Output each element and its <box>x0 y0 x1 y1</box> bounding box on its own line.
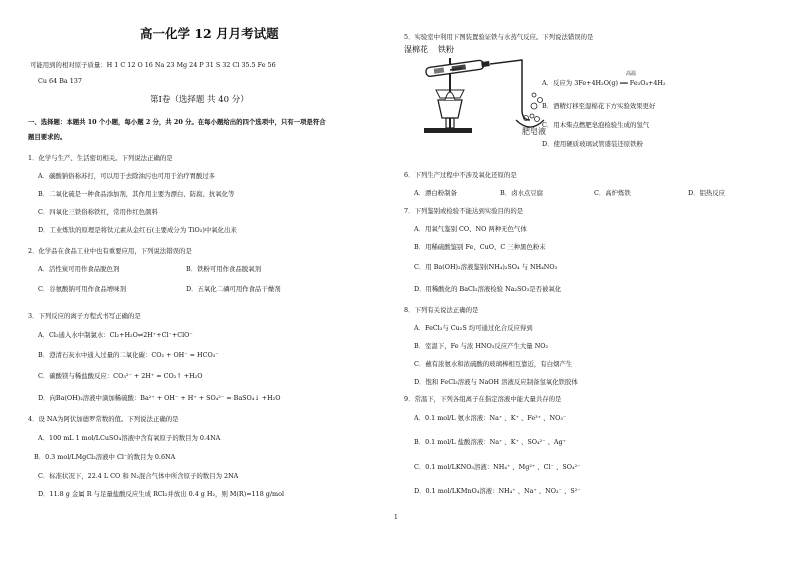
label-soap-solution: 肥皂液 <box>522 127 546 136</box>
q1-option-b: B．二氧化硫是一种食品添加剂，其作用主要为漂白、防腐、抗氧化等 <box>38 190 235 198</box>
q6-option-c: C．高炉炼铁 <box>594 189 631 197</box>
q6-option-b: B．卤水点豆腐 <box>500 189 544 197</box>
q3-stem: 3．下列反应的离子方程式书写正确的是 <box>28 312 141 320</box>
q2-option-d: D．五氧化二磷可用作食品干燥剂 <box>186 285 281 293</box>
q8-stem: 8．下列有关说法正确的是 <box>404 306 479 314</box>
q3-option-d: D．向Ba(OH)₂溶液中滴加稀硫酸：Ba²⁺ + OH⁻ + H⁺ + SO₄²⁻ = BaSO₄↓ +H₂O <box>38 394 281 402</box>
atomic-masses-line1: 可能用到的相对原子质量：H 1 C 12 O 16 Na 23 Mg 24 P 31 S 32 Cl 35.5 Fe 56 <box>30 61 276 69</box>
q5-option-c: C．用木柴点燃肥皂泡检验生成的氢气 <box>542 121 650 129</box>
q6-option-a: A．漂白粉制备 <box>414 189 457 197</box>
q4-option-a: A．100 mL 1 mol/LCuSO₄溶液中含有氧原子的数目为 0.4NA <box>38 434 221 442</box>
q9-option-c: C．0.1 mol/LKNO₃溶液：NH₄⁺ 、Mg²⁺ 、Cl⁻ 、SO₄²⁻ <box>414 463 581 471</box>
q9-option-a: A．0.1 mol/L 氨水溶液：Na⁺ 、K⁺ 、Fe³⁺ 、NO₃⁻ <box>414 414 567 422</box>
q2-option-b: B．铁粉可用作食品脱氧剂 <box>186 265 261 273</box>
q6-option-d: D．铝热反应 <box>688 189 726 197</box>
q9-stem: 9．常温下，下列各组离子在指定溶液中能大量共存的是 <box>404 395 562 403</box>
q7-stem: 7．下列鉴别或检验不能达到实验目的的是 <box>404 207 524 215</box>
q9-option-b: B．0.1 mol/L 盐酸溶液：Na⁺ 、K⁺ 、SO₄²⁻ 、Ag⁺ <box>414 438 566 446</box>
instructions-line2: 题目要求的。 <box>28 133 67 141</box>
q5-option-a: A．反应为 3Fe+4H₂O(g) ══ Fe₃O₄+4H₂ <box>542 79 666 87</box>
q2-stem: 2．化学品在食品工业中也有重要应用，下列说法错误的是 <box>28 247 192 255</box>
q8-option-c: C．蘸有浓氨水和浓硫酸的玻璃棒相互靠近，有白烟产生 <box>414 360 573 368</box>
q3-option-c: C．碳酸镁与稀盐酸反应：CO₃²⁻ + 2H⁺ = CO₂↑ +H₂O <box>38 372 203 380</box>
q4-option-c: C．标准状况下，22.4 L CO 和 N₂混合气体中所含原子的数目为 2NA <box>38 472 239 480</box>
q8-option-a: A．FeCl₃与 Cu₂S 均可通过化合反应得到 <box>414 324 533 332</box>
q1-option-a: A．碳酸钠俗称苏打，可以用于去除油污也可用于治疗胃酸过多 <box>38 172 216 180</box>
q4-option-d: D．11.8 g 金属 R 与足量盐酸反应生成 RCl₂并放出 0.4 g H₂，则 M(R)=118 g/mol <box>38 490 284 498</box>
q2-option-c: C．谷氨酸钠可用作食品增味剂 <box>38 285 126 293</box>
q7-option-c: C．用 Ba(OH)₂溶液鉴别(NH₄)₂SO₄ 与 NH₄NO₃ <box>414 263 558 271</box>
q4-stem: 4．设 NA为阿伏加德罗常数的值。下列说法正确的是 <box>28 415 179 423</box>
q2-option-a: A．活性炭可用作食品脱色剂 <box>38 265 120 273</box>
q8-option-b: B．室温下，Fe 与浓 HNO₃反应产生大量 NO₂ <box>414 342 549 350</box>
q4-option-b: B．0.3 mol/LMgCl₂溶液中 Cl⁻的数目为 0.6NA <box>34 453 176 461</box>
page-number: 1 <box>394 514 398 521</box>
q1-stem: 1．化学与生产、生活密切相关。下列说法正确的是 <box>28 154 173 162</box>
q5-option-b: B．酒精灯移至湿棉花下方实验效果更好 <box>542 102 656 110</box>
q1-option-c: C．四氧化三铁俗称铁红，常用作红色颜料 <box>38 208 158 216</box>
q5-condition: 高温 <box>626 71 637 77</box>
label-iron-powder: 铁粉 <box>438 45 454 54</box>
q8-option-d: D．饱和 FeCl₃溶液与 NaOH 溶液反应制备氢氧化铁胶体 <box>414 378 578 386</box>
q3-option-a: A．Cl₂通入水中制氯水：Cl₂+H₂O⇌2H⁺+Cl⁻+ClO⁻ <box>38 331 193 339</box>
section-heading: 第Ⅰ卷（选择题 共 40 分） <box>150 95 249 105</box>
q3-option-b: B．澄清石灰水中通入过量的二氧化碳：CO₂ + OH⁻ = HCO₃⁻ <box>38 351 219 359</box>
instructions-line1: 一、选择题：本题共 10 个小题，每小题 2 分，共 20 分。在每小题给出的四个选项中，只有一项是符合 <box>28 118 326 126</box>
q7-option-d: D．用稀酸化的 BaCl₂溶液检验 Na₂SO₃是否被氧化 <box>414 285 562 293</box>
atomic-masses-line2: Cu 64 Ba 137 <box>38 77 82 85</box>
q5-option-d: D．使用硬质玻璃试管盛装还原铁粉 <box>542 140 643 148</box>
q9-option-d: D．0.1 mol/LKMnO₄溶液：NH₄⁺ 、Na⁺ 、NO₃⁻ 、S²⁻ <box>414 487 581 495</box>
q5-stem: 5．实验室中利用下图装置验证铁与水蒸气反应。下列说法错误的是 <box>404 33 594 41</box>
q1-option-d: D．工业炼钛的原理是将钛元素从金红石(主要成分为 TiO₂)中氧化出来 <box>38 226 237 234</box>
q6-stem: 6．下列生产过程中不涉及氧化还原的是 <box>404 171 517 179</box>
label-wet-cotton: 湿棉花 <box>404 45 428 54</box>
apparatus-diagram <box>404 40 554 140</box>
q7-option-b: B．用稀硫酸鉴别 Fe、CuO、C 三种黑色粉末 <box>414 243 546 251</box>
q7-option-a: A．用氧气鉴别 CO、NO 两种无色气体 <box>414 225 527 233</box>
page-title: 高一化学 12 月月考试题 <box>140 26 279 41</box>
